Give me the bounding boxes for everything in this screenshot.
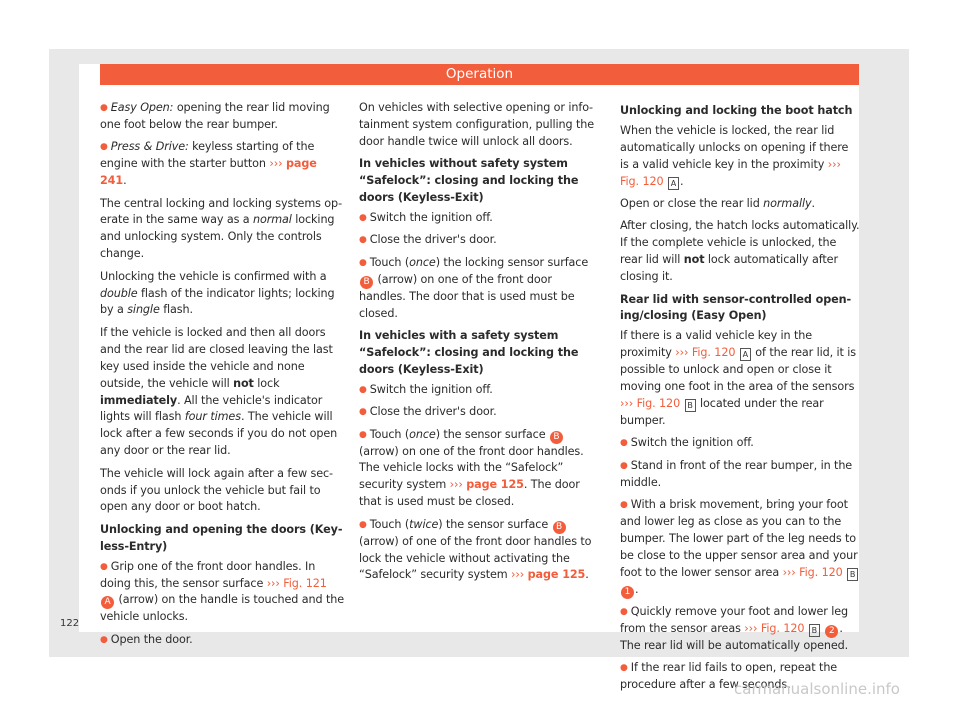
bullet-item: ● Close the driver's door. (359, 405, 497, 419)
chevron-icon: ››› (266, 576, 280, 590)
bullet-item: ● Open the door. (100, 632, 193, 646)
bullet-icon: ● (100, 142, 108, 153)
bullet-icon: ● (100, 103, 108, 113)
bullet-easy-open: ● Easy Open: opening the rear lid moving one foot below the rear bumper. (100, 101, 330, 131)
bullet-icon: ● (620, 607, 628, 618)
paragraph: On vehicles with selective opening or infotainment system configuration, pulling the door handle twice will unlock all doors. (359, 101, 595, 148)
chevron-icon: ››› (511, 568, 525, 582)
chevron-icon: ››› (827, 157, 841, 171)
bullet-item: ● Switch the ignition off. (620, 436, 754, 450)
bullet-icon: ● (359, 519, 367, 530)
bullet-item: ● If the rear lid fails to open, repeat the procedure after a few seconds. (620, 661, 838, 692)
bullet-item: ● Close the driver's door. (359, 233, 497, 247)
bullet-icon: ● (620, 500, 628, 511)
bullet-icon: ● (620, 438, 628, 449)
bullet-item: ● Touch (twice) the sensor surface B (arrow) of one of the front door handles to lock the vehicle without activating the “Safelock” security system ››› page 125. (359, 517, 592, 582)
page-link[interactable]: page 125 (466, 478, 524, 492)
subheading: Unlocking and opening the doors (Keyless-Entry) (100, 522, 343, 553)
paragraph: The central locking and locking systems operate in the same way as a normal locking and unlocking system. Only the controls change. (100, 196, 343, 261)
chevron-icon: ››› (620, 397, 634, 410)
bullet-press-drive: ● Press & Drive: keyless starting of the engine with the starter button ››› page 241. (100, 140, 317, 188)
section-header: Operation (100, 64, 859, 85)
paragraph: Unlocking the vehicle is confirmed with a double flash of the indicator lights; locking by a single flash. (100, 269, 335, 317)
page-link[interactable]: page 125 (527, 568, 586, 582)
watermark: carmanualsonline.info (734, 680, 900, 698)
paragraph: When the vehicle is locked, the rear lid automatically unlocks on opening if there is a valid vehicle key in the proximity ››› Fig. 120 A . (620, 123, 849, 188)
column-1 (100, 100, 345, 654)
callout-a-icon: A (101, 596, 114, 609)
page-link[interactable]: page 241 (100, 157, 317, 188)
chevron-icon: ››› (744, 621, 758, 635)
figure-link[interactable]: Fig. 121 (283, 576, 327, 590)
bullet-icon: ● (359, 257, 367, 268)
bullet-icon: ● (620, 663, 628, 674)
column-2 (359, 100, 601, 590)
paragraph: If the vehicle is locked and then all doors and the rear lid are closed leaving the last key used inside the vehicle and none outside, the vehicle will not lock immediately. All the vehicle's indicator lights will flash four times. The vehicle will lock after a few seconds if you do not open any door or the rear lid. (100, 325, 338, 458)
bullet-icon: ● (100, 561, 108, 572)
bullet-item: ● Switch the ignition off. (359, 382, 493, 396)
bullet-item: ● Touch (once) the locking sensor surface B (arrow) on one of the front door handles. The door that is used must be closed. (359, 255, 589, 320)
bullet-item: ● Stand in front of the rear bumper, in the middle. (620, 458, 853, 489)
callout-1-icon: 1 (621, 586, 634, 599)
paragraph: Open or close the rear lid normally. (620, 197, 815, 211)
callout-2-icon: 2 (825, 625, 838, 638)
figure-link[interactable]: Fig. 120 (691, 346, 736, 360)
column-3 (620, 100, 860, 700)
chevron-icon: ››› (269, 157, 283, 171)
bullet-icon: ● (620, 460, 628, 471)
paragraph: The vehicle will lock again after a few seconds if you unlock the vehicle but fail to open any door or boot hatch. (100, 466, 334, 514)
bullet-item: ● With a brisk movement, bring your foot and lower leg as close as you can to the bumper. The lower part of the leg needs to be close to the upper sensor area and your foot to the lower sensor area ››› Fig. 120 B 1 . (620, 498, 858, 597)
subheading: Unlocking and locking the boot hatch (620, 104, 853, 117)
chevron-icon: ››› (782, 565, 796, 579)
chevron-icon: ››› (449, 478, 463, 492)
bullet-icon: ● (359, 429, 367, 440)
bullet-icon: ● (359, 212, 367, 223)
paragraph: If there is a valid vehicle key in the proximity ››› Fig. 120 A of the rear lid, it is possible to unlock and open or close it moving one foot in the area of the sensors ››› Fig. 120 B located under the rear bumper. (620, 329, 857, 427)
figure-a-icon: A (668, 177, 679, 190)
bullet-item: ● Touch (once) the sensor surface B (arrow) on one of the front door handles. The vehicle locks with the “Safelock” security system ››› page 125. The door that is used must be closed. (359, 427, 584, 509)
callout-b-icon: B (553, 521, 566, 534)
figure-link[interactable]: Fig. 120 (620, 174, 664, 188)
figure-link[interactable]: Fig. 120 (799, 565, 843, 579)
page-number: 122 (60, 618, 80, 629)
bullet-icon: ● (359, 235, 367, 246)
callout-b-icon: B (360, 276, 373, 289)
bullet-item: ● Quickly remove your foot and lower leg from the sensor areas ››› Fig. 120 B 2 . The rear lid will be automatically opened. (620, 605, 849, 652)
callout-b-icon: B (550, 431, 563, 444)
subheading: In vehicles without safety system “Safelock”: closing and locking the doors (Keyless-Exit) (359, 157, 579, 205)
figure-link[interactable]: Fig. 120 (636, 397, 681, 410)
figure-b-icon: B (847, 568, 858, 581)
paragraph: After closing, the hatch locks automatically. If the complete vehicle is unlocked, the rear lid will not lock automatically after closing it. (620, 219, 860, 284)
bullet-item: ● Grip one of the front door handles. In doing this, the sensor surface ››› Fig. 121 A (arrow) on the handle is touched and the vehicle unlocks. (100, 559, 345, 624)
bullet-icon: ● (359, 407, 367, 418)
subheading: In vehicles with a safety system “Safelock”: closing and locking the doors (Keyless-Exit) (359, 328, 579, 376)
subheading: Rear lid with sensor-controlled opening/closing (Easy Open) (620, 292, 852, 323)
chevron-icon: ››› (675, 346, 689, 360)
figure-b-icon: B (685, 399, 696, 412)
bullet-icon: ● (359, 384, 367, 395)
bullet-icon: ● (100, 634, 108, 645)
figure-a-icon: A (740, 348, 751, 361)
figure-link[interactable]: Fig. 120 (760, 621, 805, 635)
bullet-item: ● Switch the ignition off. (359, 210, 493, 224)
figure-b-icon: B (809, 624, 820, 637)
